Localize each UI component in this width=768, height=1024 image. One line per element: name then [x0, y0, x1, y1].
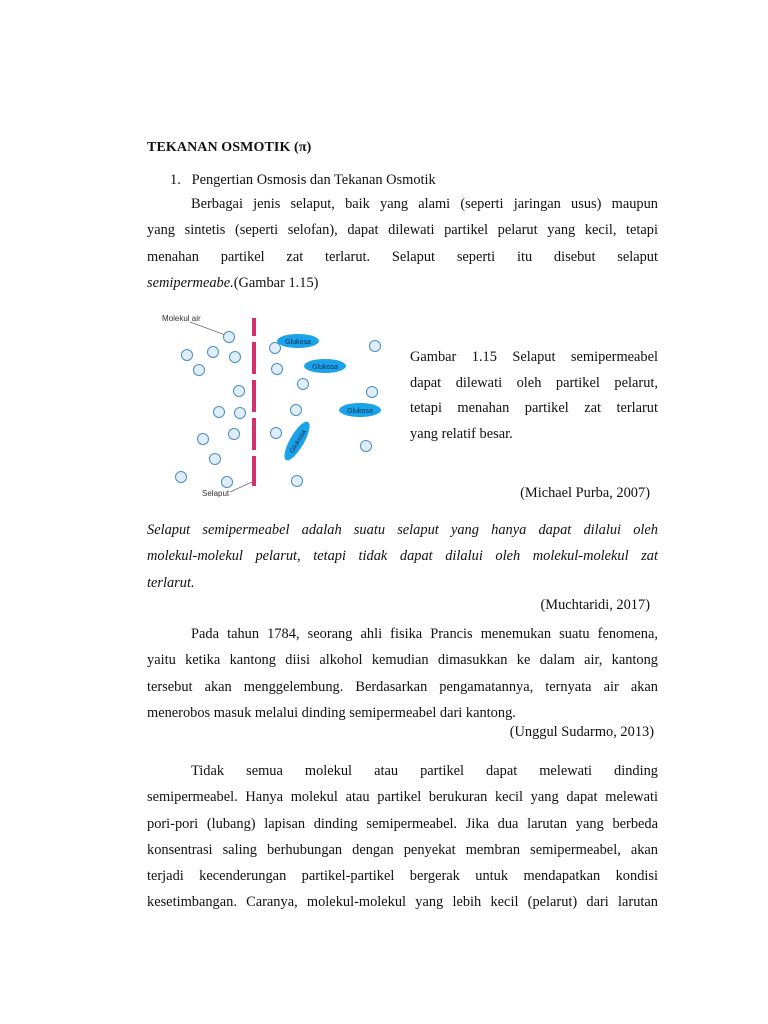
water-molecule: [271, 428, 282, 439]
osmosis-diagram: [150, 310, 400, 500]
paragraph-line: Pada tahun 1784, seorang ahli fisika Prancis menemukan suatu fenomena,: [191, 626, 658, 642]
paragraph-line: menahan partikel zat terlarut. Selaput seperti itu disebut selaput: [147, 248, 658, 265]
paragraph-line: yang sintetis (seperti selofan), dapat dilewati partikel pelarut yang kecil, tetapi: [147, 222, 658, 239]
pointer-line: [230, 482, 252, 492]
glucose-label: Glukosa: [285, 339, 311, 346]
water-molecule: [210, 454, 221, 465]
paragraph-line: Berbagai jenis selaput, baik yang alami (seperti jaringan usus) maupun: [191, 196, 658, 212]
figure-caption: [410, 345, 658, 448]
water-molecule: [224, 332, 235, 343]
paragraph-line: Selaput semipermeabel adalah suatu selaput yang hanya dapat dilalui oleh: [147, 522, 658, 538]
water-molecule: [272, 364, 283, 375]
label-membrane: Selaput: [202, 489, 230, 498]
glucose-label: Glukosa: [288, 428, 308, 455]
glucose-label: Glukosa: [347, 408, 373, 415]
page-title: TEKANAN OSMOTIK (π): [147, 140, 312, 155]
paragraph-line: yaitu ketika kantong diisi alkohol kemudian dimasukkan ke dalam air, kantong: [147, 652, 658, 669]
paragraph-line: konsentrasi saling berhubungan dengan penyekat membran semipermeabel, akan: [147, 841, 658, 858]
water-molecule: [194, 365, 205, 376]
water-molecule: [370, 341, 381, 352]
water-molecule: [222, 477, 233, 488]
paragraph-line: tersebut akan menggelembung. Berdasarkan pengamatannya, ternyata air akan: [147, 678, 658, 695]
paragraph-line: menerobos masuk melalui dinding semipermeabel dari kantong.: [147, 704, 516, 721]
caption-line: dapat dilewati oleh partikel pelarut,: [410, 374, 658, 391]
water-molecule: [234, 386, 245, 397]
water-molecule: [229, 429, 240, 440]
paragraph-intro: [147, 191, 658, 296]
italic-term: semipermeabe.: [147, 274, 234, 291]
caption-line: yang relatif besar.: [410, 426, 513, 443]
water-molecule: [298, 379, 309, 390]
paragraph-line: terjadi kecenderungan partikel-partikel bergerak untuk mendapatkan kondisi: [147, 868, 658, 885]
water-molecule: [198, 434, 209, 445]
paragraph-line: [147, 270, 658, 296]
water-molecule: [292, 476, 303, 487]
water-molecule: [367, 387, 378, 398]
paragraph-line: molekul-molekul pelarut, tetapi tidak dapat dilalui oleh molekul-molekul zat: [147, 548, 658, 565]
water-molecule: [291, 405, 302, 416]
definition-paragraph: [147, 517, 658, 596]
label-water-molecule: Molekul air: [162, 314, 201, 323]
citation: (Unggul Sudarmo, 2013): [509, 724, 654, 740]
citation: (Michael Purba, 2007): [520, 485, 650, 501]
glucose-label: Glukosa: [312, 364, 338, 371]
figure-reference: (Gambar 1.15): [233, 274, 319, 291]
citation: (Muchtaridi, 2017): [540, 597, 650, 613]
paragraph-line: pori-pori (lubang) lapisan dinding semipermeabel. Jika dua larutan yang berbeda: [147, 815, 658, 832]
water-molecule: [230, 352, 241, 363]
water-molecule: [361, 441, 372, 452]
water-molecule: [270, 343, 281, 354]
pointer-line: [190, 322, 228, 336]
water-molecule: [214, 407, 225, 418]
paragraph-explanation: [147, 758, 658, 916]
water-molecule: [208, 347, 219, 358]
water-molecule: [235, 408, 246, 419]
water-molecule: [176, 472, 187, 483]
caption-line: tetapi menahan partikel zat terlarut: [410, 400, 658, 417]
section-heading: 1. Pengertian Osmosis dan Tekanan Osmotik: [170, 172, 436, 188]
paragraph-line: terlarut.: [147, 574, 195, 591]
water-molecule: [182, 350, 193, 361]
paragraph-history: [147, 621, 658, 726]
paragraph-line: kesetimbangan. Caranya, molekul-molekul yang lebih kecil (pelarut) dari larutan: [147, 894, 658, 911]
paragraph-line: semipermeabel. Hanya molekul atau partikel berukuran kecil yang dapat melewati: [147, 789, 658, 806]
paragraph-line: Tidak semua molekul atau partikel dapat melewati dinding: [191, 763, 658, 779]
caption-line: Gambar 1.15 Selaput semipermeabel: [410, 349, 658, 365]
